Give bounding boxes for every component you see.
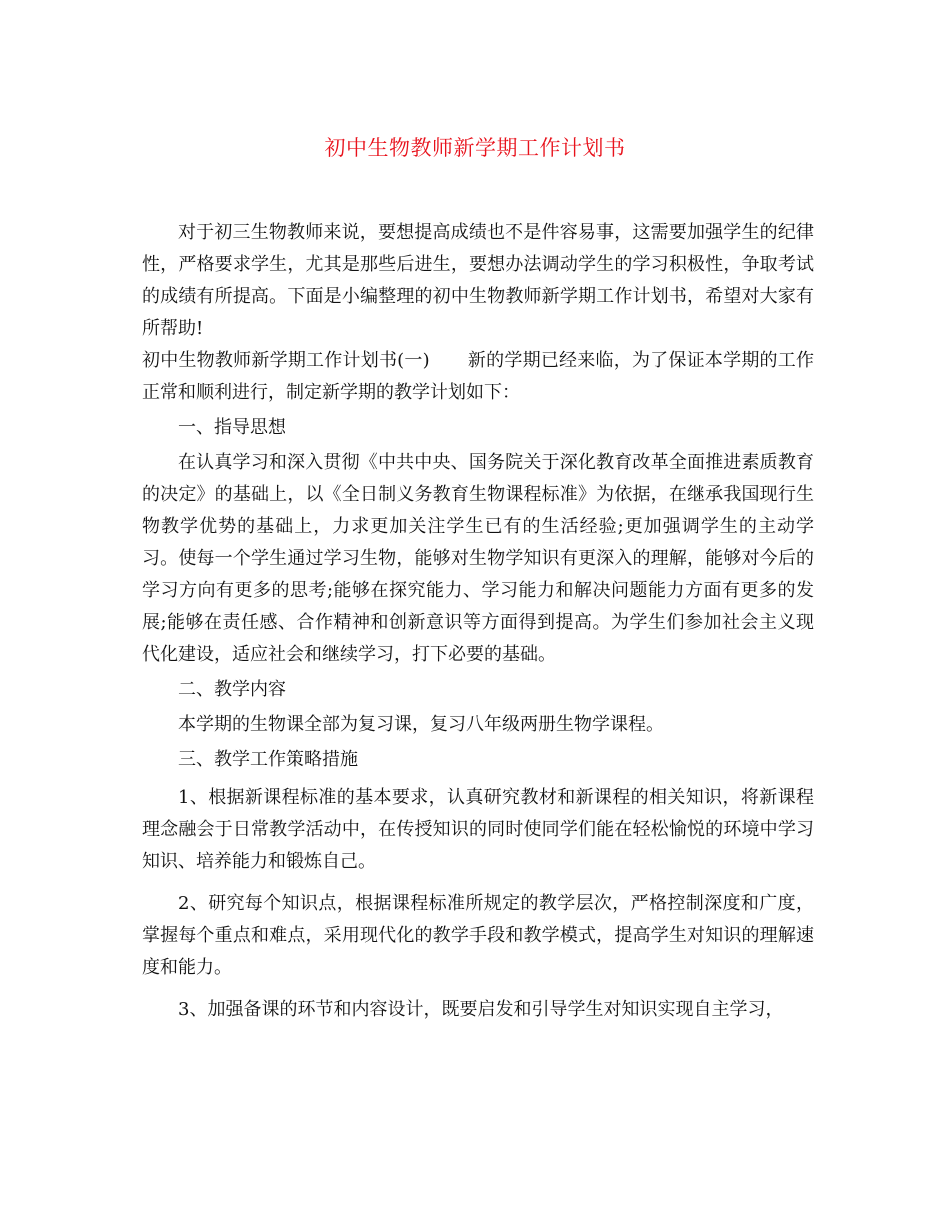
plan-one-opening: 新的学期已经来临，为了保证本学期的工作正常和顺利进行，制定新学期的教学计划如下： bbox=[142, 350, 815, 403]
section2-heading: 二、教学内容 bbox=[178, 679, 286, 700]
measure-1: 1、根据新课程标准的基本要求，认真研究教材和新课程的相关知识，将新课程理念融会于日常教学活动中，在传授知识的同时使同学们能在轻松愉悦的环境中学习知识、培养能力和锻炼自己。 bbox=[142, 787, 814, 872]
section2-text: 本学期的生物课全部为复习课，复习八年级两册生物学课程。 bbox=[178, 714, 664, 735]
section3-heading: 三、教学工作策略措施 bbox=[178, 749, 358, 770]
document-body bbox=[142, 217, 814, 1026]
section1-heading: 一、指导思想 bbox=[178, 417, 286, 438]
plan-one-paragraph bbox=[142, 345, 814, 409]
plan-one-heading: 初中生物教师新学期工作计划书(一) bbox=[142, 350, 430, 371]
section1-text: 在认真学习和深入贯彻《中共中央、国务院关于深化教育改革全面推进素质教育的决定》的基础上，以《全日制义务教育生物课程标准》为依据，在继承我国现行生物教学优势的基础上，力求更加关注学生已有的生活经验;更加强调学生的主动学习。使每一个学生通过学习生物，能够对生物学知识有更深入的理解，能够对今后的学习方向有更多的思考;能够在探究能力、学习能力和解决问题能力方面有更多的发展;能够在责任感、合作精神和创新意识等方面得到提高。为学生们参加社会主义现代化建设，适应社会和继续学习，打下必要的基础。 bbox=[142, 452, 814, 665]
document-title: 初中生物教师新学期工作计划书 bbox=[324, 136, 626, 160]
intro-paragraph: 对于初三生物教师来说，要想提高成绩也不是件容易事，这需要加强学生的纪律性，严格要求学生，尤其是那些后进生，要想办法调动学生的学习积极性，争取考试的成绩有所提高。下面是小编整理的初中生物教师新学期工作计划书，希望对大家有所帮助! bbox=[142, 222, 814, 339]
measure-3: 3、加强备课的环节和内容设计，既要启发和引导学生对知识实现自主学习， bbox=[178, 999, 784, 1020]
measure-2: 2、研究每个知识点，根据课程标准所规定的教学层次，严格控制深度和广度，掌握每个重点和难点，采用现代化的教学手段和教学模式，提高学生对知识的理解速度和能力。 bbox=[142, 893, 814, 978]
